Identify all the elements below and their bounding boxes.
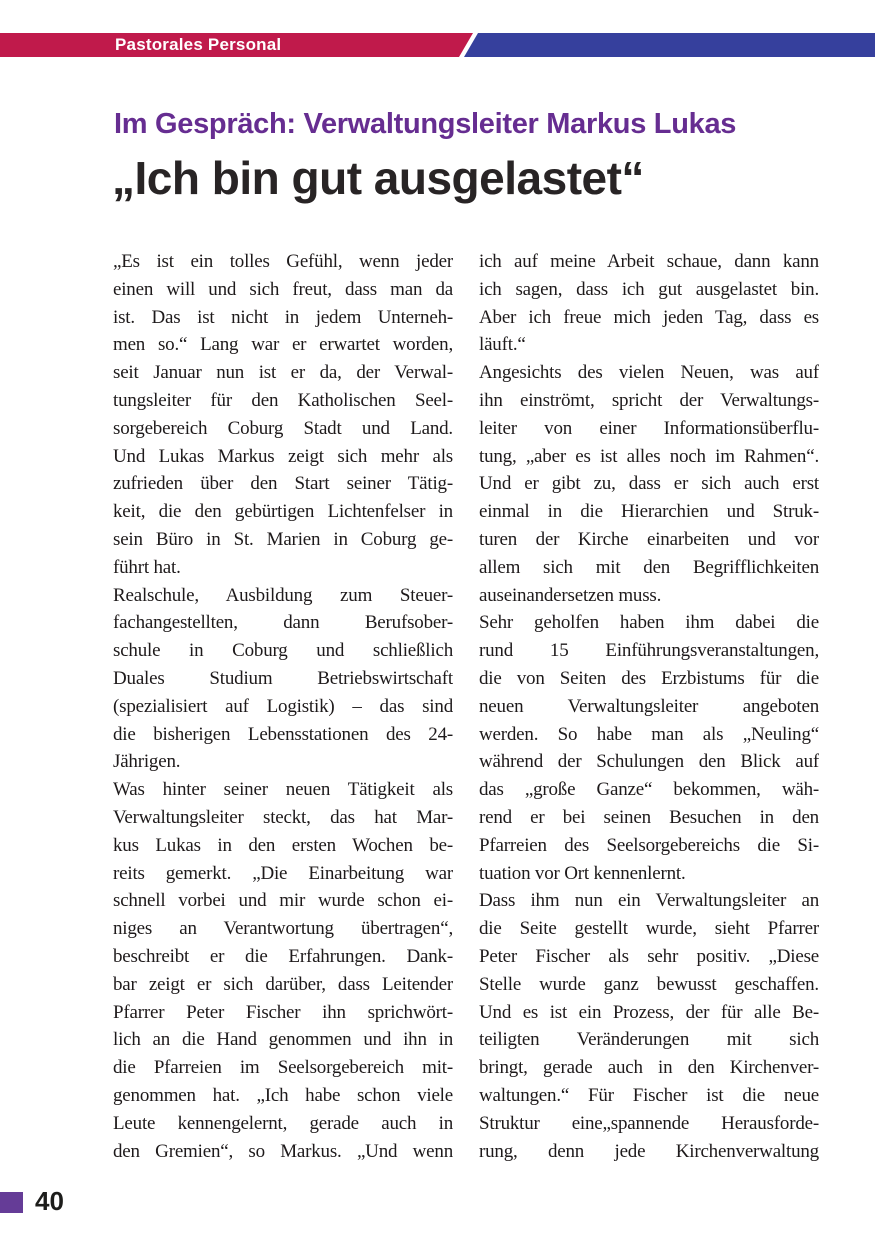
text-line: kus Lukas in den ersten Wochen be- bbox=[113, 834, 453, 856]
text-line: auseinandersetzen muss. bbox=[479, 584, 662, 606]
text-line: die von Seiten des Erzbistums für die bbox=[479, 667, 819, 689]
text-line: Was hinter seiner neuen Tätigkeit als bbox=[113, 779, 453, 801]
text-line: reits gemerkt. „Die Einarbeitung war bbox=[113, 862, 453, 884]
text-line: ihn einströmt, spricht der Verwaltungs- bbox=[479, 389, 819, 411]
text-line: Und es ist ein Prozess, der für alle Be- bbox=[479, 1001, 819, 1023]
text-line: beschreibt er die Erfahrungen. Dank- bbox=[113, 945, 453, 967]
text-line: sorgebereich Coburg Stadt und Land. bbox=[113, 417, 453, 439]
text-line: rend er bei seinen Besuchen in den bbox=[479, 806, 819, 828]
text-line: zufrieden über den Start seiner Tätig- bbox=[113, 473, 453, 495]
text-line: genommen hat. „Ich habe schon viele bbox=[113, 1084, 453, 1106]
text-line: Und er gibt zu, dass er sich auch erst bbox=[479, 473, 819, 495]
text-line: Und Lukas Markus zeigt sich mehr als bbox=[113, 445, 453, 467]
text-line: rung, denn jede Kirchenverwaltung bbox=[479, 1140, 819, 1162]
text-line: die Pfarreien im Seelsorgebereich mit- bbox=[113, 1057, 453, 1079]
article-body bbox=[113, 248, 819, 1165]
text-line: fachangestellten, dann Berufsober- bbox=[113, 612, 453, 634]
text-line: ich auf meine Arbeit schaue, dann kann bbox=[479, 251, 819, 272]
text-line: Sehr geholfen haben ihm dabei die bbox=[479, 612, 819, 634]
text-line: Jährigen. bbox=[113, 751, 181, 773]
text-line: Aber ich freue mich jeden Tag, dass es bbox=[479, 306, 819, 328]
text-line: Angesichts des vielen Neuen, was auf bbox=[479, 362, 819, 384]
text-line: lich an die Hand genommen und ihn in bbox=[113, 1029, 453, 1051]
article-title: „Ich bin gut ausgelastet“ bbox=[112, 152, 644, 204]
text-line: Verwaltungsleiter steckt, das hat Mar- bbox=[113, 806, 453, 828]
text-line: Dass ihm nun ein Verwaltungsleiter an bbox=[479, 890, 819, 912]
text-line: bringt, gerade auch in den Kirchenver- bbox=[479, 1057, 819, 1079]
text-line: Realschule, Ausbildung zum Steuer- bbox=[113, 584, 453, 606]
text-line: (spezialisiert auf Logistik) – das sind bbox=[113, 695, 453, 717]
text-line: schnell vorbei und mir wurde schon ei- bbox=[113, 890, 453, 912]
text-line: Struktur eine„spannende Herausforde- bbox=[479, 1112, 819, 1134]
text-line: teiligten Veränderungen mit sich bbox=[479, 1029, 819, 1051]
text-line: während der Schulungen den Blick auf bbox=[479, 751, 819, 773]
text-line: das „große Ganze“ bekommen, wäh- bbox=[479, 779, 819, 801]
page-marker-square bbox=[0, 1192, 23, 1213]
article-kicker: Im Gespräch: Verwaltungsleiter Markus Lukas bbox=[114, 108, 737, 140]
text-line: ist. Das ist nicht in jedem Unterneh- bbox=[113, 306, 453, 328]
text-line: neuen Verwaltungsleiter angeboten bbox=[479, 695, 819, 717]
text-line: men so.“ Lang war er erwartet worden, bbox=[113, 334, 453, 356]
text-line: den Gremien“, so Markus. „Und wenn bbox=[113, 1140, 453, 1162]
text-line: werden. So habe man als „Neuling“ bbox=[479, 723, 819, 745]
section-label: Pastorales Personal bbox=[115, 35, 282, 54]
text-column-left bbox=[113, 248, 453, 1165]
text-line: die Seite gestellt wurde, sieht Pfarrer bbox=[479, 918, 819, 940]
text-line: keit, die den gebürtigen Lichtenfelser in bbox=[113, 501, 453, 523]
text-line: rund 15 Einführungsveranstaltungen, bbox=[479, 640, 819, 662]
text-line: leiter von einer Informationsüberflu- bbox=[479, 417, 819, 439]
text-line: tuation vor Ort kennenlernt. bbox=[479, 862, 686, 884]
text-line: Pfarreien des Seelsorgebereichs die Si- bbox=[479, 834, 819, 856]
text-line: die bisherigen Lebensstationen des 24- bbox=[113, 723, 453, 745]
text-line: läuft.“ bbox=[479, 334, 526, 356]
text-line: führt hat. bbox=[113, 556, 181, 578]
text-line: tungsleiter für den Katholischen Seel- bbox=[113, 389, 453, 411]
text-line: waltungen.“ Für Fischer ist die neue bbox=[479, 1084, 819, 1106]
text-line: Peter Fischer als sehr positiv. „Diese bbox=[479, 945, 819, 967]
text-line: Duales Studium Betriebswirtschaft bbox=[113, 667, 453, 689]
text-line: Leute kennengelernt, gerade auch in bbox=[113, 1112, 453, 1134]
text-line: schule in Coburg und schließlich bbox=[113, 640, 453, 662]
text-line: turen der Kirche einarbeiten und vor bbox=[479, 528, 819, 550]
text-column-right bbox=[479, 248, 819, 1165]
text-line: ich sagen, dass ich gut ausgelastet bin. bbox=[479, 278, 819, 300]
text-line: Pfarrer Peter Fischer ihn sprichwört- bbox=[113, 1001, 453, 1023]
page-number: 40 bbox=[35, 1186, 64, 1216]
text-line: seit Januar nun ist er da, der Verwal- bbox=[113, 362, 453, 384]
text-line: tung, „aber es ist alles noch im Rahmen“. bbox=[479, 445, 819, 467]
header-band bbox=[0, 33, 875, 57]
text-line: niges an Verantwortung übertragen“, bbox=[113, 918, 453, 940]
text-line: „Es ist ein tolles Gefühl, wenn jeder bbox=[113, 251, 453, 272]
text-line: sein Büro in St. Marien in Coburg ge- bbox=[113, 528, 453, 550]
text-line: einen will und sich freut, dass man da bbox=[113, 278, 453, 300]
text-line: einmal in die Hierarchien und Struk- bbox=[479, 501, 819, 523]
text-line: Stelle wurde ganz bewusst geschaffen. bbox=[479, 973, 819, 995]
text-line: bar zeigt er sich darüber, dass Leitender bbox=[113, 973, 453, 995]
text-line: allem sich mit den Begrifflichkeiten bbox=[479, 556, 819, 578]
